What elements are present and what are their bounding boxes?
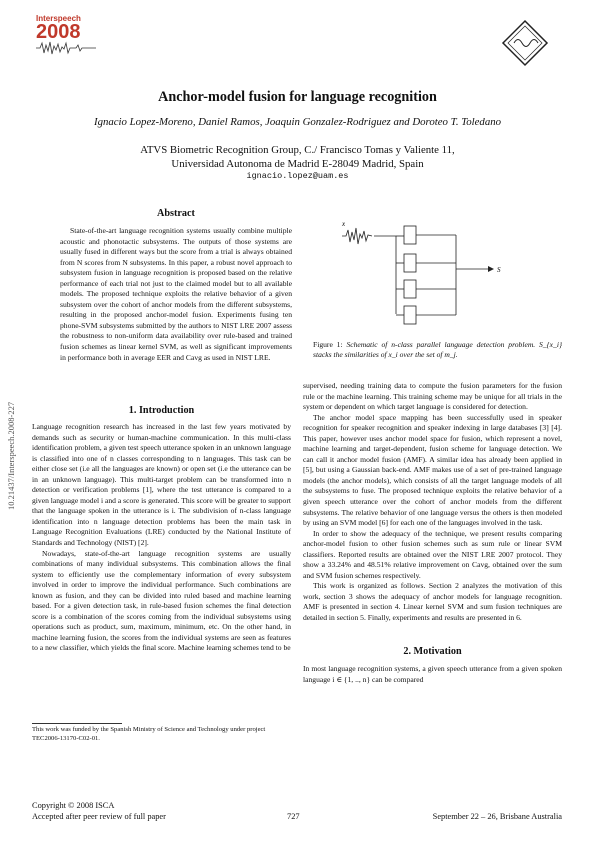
diagram-output-label: S xyxy=(497,266,501,274)
introduction-text xyxy=(32,422,291,654)
caption-text: Schematic of n-class parallel language detection problem. S_{x_i} stacks the similarities of x_i over the set of m_j. xyxy=(313,340,562,359)
right-paragraph-3: In order to show the adequacy of the technique, we present results comparing anchor-model fusion to other fusion schemes such as sum rule or linear SVM classifiers. Reported results are obtained over the NIST LRE 2007 protocol. They show a 33.24% and 48.51% relative improvement on Cavg, obtained over the sum and SVM fusion schemes respectively. xyxy=(303,528,562,580)
intro-paragraph-2: Nowadays, state-of-the-art language recognition systems are usually combinations of many individual subsystems. This combination allows the final system to efficiently use the complementary information of every subsystem involved in order to improve the individual performance. Such combinations are known as fusion, and they can be divided into ruled based and machine learning based. For a given detection task, in rule-based fusion schemes the final detection score is a combination of the scores coming from the individual subsystems using operations such as product, sum, maximum, minimum, etc. On the other hand, in machine learning fusion, the scores from the individual systems are seen as features to a new classifier, which yields the final score. Machine learning schemes tend to be xyxy=(32,548,291,653)
sidebar-doi xyxy=(6,360,22,510)
paper-authors: Ignacio Lopez-Moreno, Daniel Ramos, Joaquin Gonzalez-Rodriguez and Doroteo T. Toledano xyxy=(93,116,502,128)
right-column-text xyxy=(303,381,562,624)
figure-1-diagram xyxy=(338,214,538,329)
logo-year: 2008 xyxy=(36,21,81,43)
intro-paragraph-1: Language recognition research has increased in the last few years motivated by demands such as security or human-machine communication. In this multi-class identification problem, a given test speech utterance spoken in an unknown language is classified into one of n classes corresponding to n languages. This task can be either close set (i.e all the languages are known) or open set (i.e the utterance can be in an unknown language). This multi-target problem can be transformed into n detection or verification problems [1], where the test utterance is compared to a given language model i and a score is generated. This score will be greater to support that the language spoken in the utterance is i. The subdivision of n-class language identification into n language detection problems has been the main task in Language Recognition Evaluations (LRE) conducted by the National Institute of Standards and Technology (NIST) [2]. xyxy=(32,422,291,548)
speech-waveform xyxy=(342,228,372,244)
paper-title: Anchor-model fusion for language recognition xyxy=(158,89,437,105)
page-number: 727 xyxy=(287,812,300,821)
isca-diamond-icon xyxy=(500,18,550,68)
paper-affiliation xyxy=(0,143,595,171)
subsystem-block-3 xyxy=(404,280,416,298)
author-email: ignacio.lopez@uam.es xyxy=(246,171,349,181)
motivation-text xyxy=(303,664,562,685)
right-paragraph-1: supervised, needing training data to compute the fusion parameters for the fusion rule or the machine learning. This training scheme may be unique for all trials in the system or dependent on which target language is considered for detection. xyxy=(303,381,562,412)
doi-text: 10.21437/Interspeech.2008-227 xyxy=(6,401,16,510)
affiliation-line-2: Universidad Autonoma de Madrid E-28049 Madrid, Spain xyxy=(171,158,424,170)
right-paragraph-2: The anchor model space mapping has been successfully used in speaker recognition for speaker recognition and speaker indexing in large databases [3] [4]. This paper, however uses anchor model space for fusion, which represent a novel, machine learning and target-dependent, fusion scheme for language detection. We can call it anchor model fusion (AMF). A similar idea has already been applied in [5], but using a Gaussian back-end. AMF makes use of a set of pre-trained language models (the anchor models), which consists of all the target language models of all the subsystems to fuse. The proposed technique exploits the relative behavior of a given speech utterance over the cohort of anchor models from the different subsystems. The relative behavior of one language versus the others is then modeled by using an SVM model [6] for each one of the languages involved in the task. xyxy=(303,412,562,528)
fusion-schematic xyxy=(338,214,538,329)
diagram-input-label: x xyxy=(342,220,346,228)
right-paragraph-4: This work is organized as follows. Section 2 analyzes the motivation of this work, section 3 shows the adequacy of anchor models for language recognition. AMF is presented in section 4. Linear kernel SVM and sum fusion techniques are detailed in section 5. Finally, experiments and results are presented in 6. xyxy=(303,581,562,623)
affiliation-line-1: ATVS Biometric Recognition Group, C./ Francisco Tomas y Valiente 11, xyxy=(140,144,455,156)
abstract-heading: Abstract xyxy=(157,208,195,219)
interspeech-logo xyxy=(36,14,132,66)
isca-logo xyxy=(500,18,550,68)
subsystem-block-1 xyxy=(404,226,416,244)
motivation-paragraph-1: In most language recognition systems, a given speech utterance from a given spoken language i ∈ {1, .., n} can be compared xyxy=(303,664,562,684)
motivation-heading: 2. Motivation xyxy=(403,646,462,657)
copyright-text: Copyright © 2008 ISCA xyxy=(32,801,115,810)
waveform-icon xyxy=(36,41,96,55)
introduction-heading: 1. Introduction xyxy=(128,405,195,416)
caption-label: Figure 1: xyxy=(313,340,343,349)
subsystem-block-4 xyxy=(404,306,416,324)
footnote-rule xyxy=(32,723,122,724)
logo-brand-text: Interspeech xyxy=(36,14,81,23)
footnote: This work was funded by the Spanish Ministry of Science and Technology under project TEC2006-13170-C02-01. xyxy=(32,726,266,742)
footer-left xyxy=(32,800,166,822)
accepted-text: Accepted after peer review of full paper xyxy=(32,812,166,821)
abstract-text xyxy=(60,226,292,363)
conference-dates: September 22 – 26, Brisbane Australia xyxy=(432,812,562,821)
figure-1-caption xyxy=(313,340,562,360)
abstract-paragraph: State-of-the-art language recognition systems usually combine multiple acoustic and phonotactic subsystems. The outputs of those systems are usually fused in different ways but the score from a trial is always obtained from N scores from N subsystems. In this paper, a robust novel approach to subsystem fusion in language recognition is proposed based on the relative performance of each trial not just to the claimed model but to all available models. The proposed technique exploits the relative behavior of a given subsystem over the cohort of anchor models from the different subsystems, resulting in the proposed anchor-model fusion. Experiments fusing ten phone-SVM subsystems submitted by the authors to NIST LRE 2007 assess the robustness to non-uniform data availability over rule-based and trained fusion schemes as linear kernel SVM, as well as significant improvements in performance both in average EER and Cavg as used in NIST LRE. xyxy=(60,226,292,362)
subsystem-block-2 xyxy=(404,254,416,272)
